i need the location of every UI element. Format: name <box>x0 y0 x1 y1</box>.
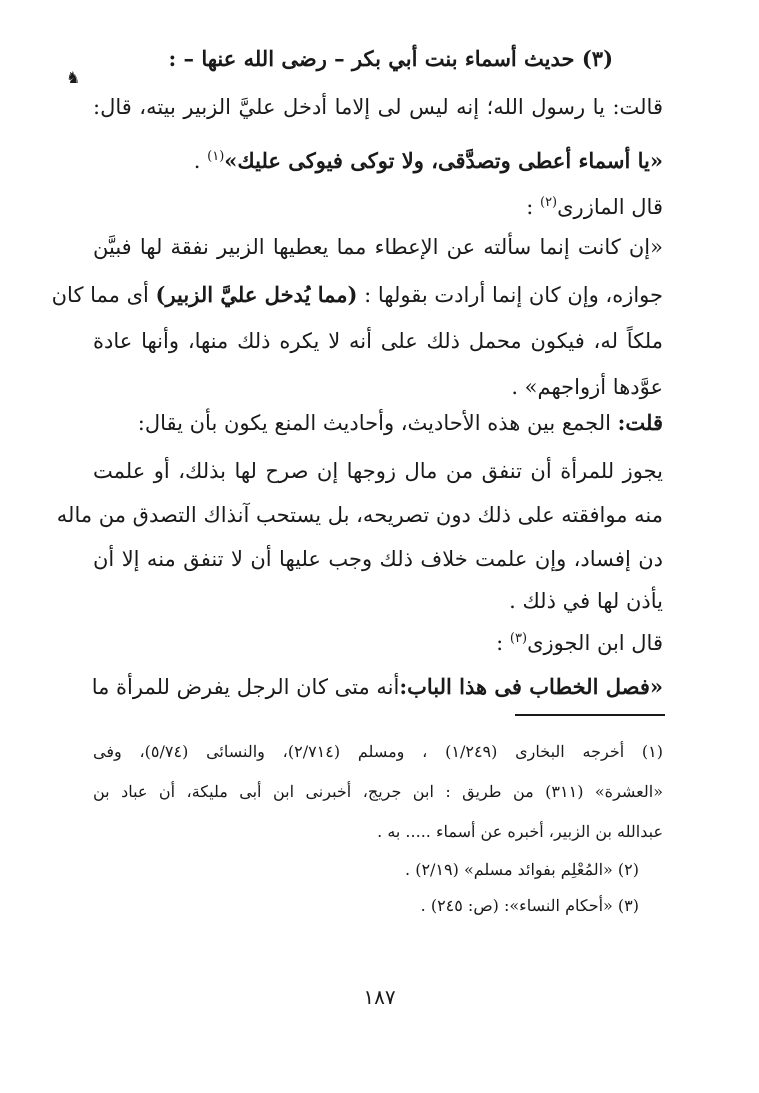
corner-ornament-icon: ♞ <box>66 68 81 87</box>
hadith-quote: «يا أسماء أعطى وتصدَّقى، ولا توكى فيوكى عليك» <box>224 148 663 173</box>
text-line-10: يجوز للمرأة أن تنفق من مال زوجها إن صرح لها بذلك، أو علمت <box>93 459 663 483</box>
text-line-9: قلت: الجمع بين هذه الأحاديث، وأحاديث المنع يكون بأن يقال: <box>137 410 663 435</box>
footnote-1-line-2: «العشرة» (٣١١) من طريق : ابن جريج، أخبرنى ابن أبى مليكة، أن عباد بن <box>93 782 663 801</box>
quoted-phrase: (مما يُدخل عليَّ الزبير) <box>155 282 358 307</box>
text-line-4: قال المازرى$^{(٢)}$ : <box>526 195 663 219</box>
text-line-5: «إن كانت إنما سألته عن الإعطاء مما يعطيها الزبير نفقة لها فبيَّن <box>93 235 663 259</box>
footnote-1-line-1: (١) أخرجه البخارى (١/٢٤٩) ، ومسلم (٢/٧١٤)، والنسائى (٥/٧٤)، وفى <box>93 742 664 761</box>
footnote-1-line-3: عبدالله بن الزبير، أخبره عن أسماء ..... به . <box>377 822 663 841</box>
page-number: ١٨٧ <box>363 985 396 1009</box>
heading-text: (٣) حديث أسماء بنت أبي بكر – رضى الله عنها – : <box>168 46 613 71</box>
footnote-2: (٢) «المُعْلِم بفوائد مسلم» (٢/١٩) . <box>405 860 639 879</box>
qultu-label: قلت: <box>617 410 663 435</box>
text-line-8: عوَّدها أزواجهم» . <box>511 375 663 399</box>
fasl-heading: «فصل الخطاب فى هذا الباب: <box>399 674 663 699</box>
text-line-12: دن إفساد، وإن علمت خلاف ذلك وجب عليها أن لا تنفق منه إلا أن <box>93 547 663 571</box>
footnote-3: (٣) «أحكام النساء»: (ص: ٢٤٥) . <box>420 896 639 915</box>
text-line-13: يأذن لها في ذلك . <box>509 589 663 613</box>
text-line-14: قال ابن الجوزى$^{(٣)}$ : <box>496 631 663 655</box>
text-line-11: منه موافقته على ذلك دون تصريحه، بل يستحب آنذاك التصدق من ماله <box>56 503 663 527</box>
hadith-heading <box>93 44 613 74</box>
footnote-ref-1: (١) <box>207 149 225 164</box>
text-line-2: قالت: يا رسول الله؛ إنه ليس لى إلاما أدخل عليَّ الزبير بيته، قال: <box>93 95 663 119</box>
footnote-divider <box>515 714 665 716</box>
footnote-ref-3: (٣) <box>509 631 528 646</box>
footnote-ref-2: (٢) <box>539 195 558 210</box>
text-line-7: ملكاً له، فيكون محمل ذلك على أنه لا يكره ذلك منها، وأنها عادة <box>93 329 663 353</box>
text-line-6: جوازه، وإن كان إنما أرادت بقولها : (مما يُدخل عليَّ الزبير) أى مما كان <box>51 282 663 307</box>
hadith-quote-line: «يا أسماء أعطى وتصدَّقى، ولا توكى فيوكى عليك»$^{(١)}$ . <box>193 148 663 173</box>
text-line-15: «فصل الخطاب فى هذا الباب:أنه متى كان الرجل يفرض للمرأة ما <box>91 674 663 699</box>
